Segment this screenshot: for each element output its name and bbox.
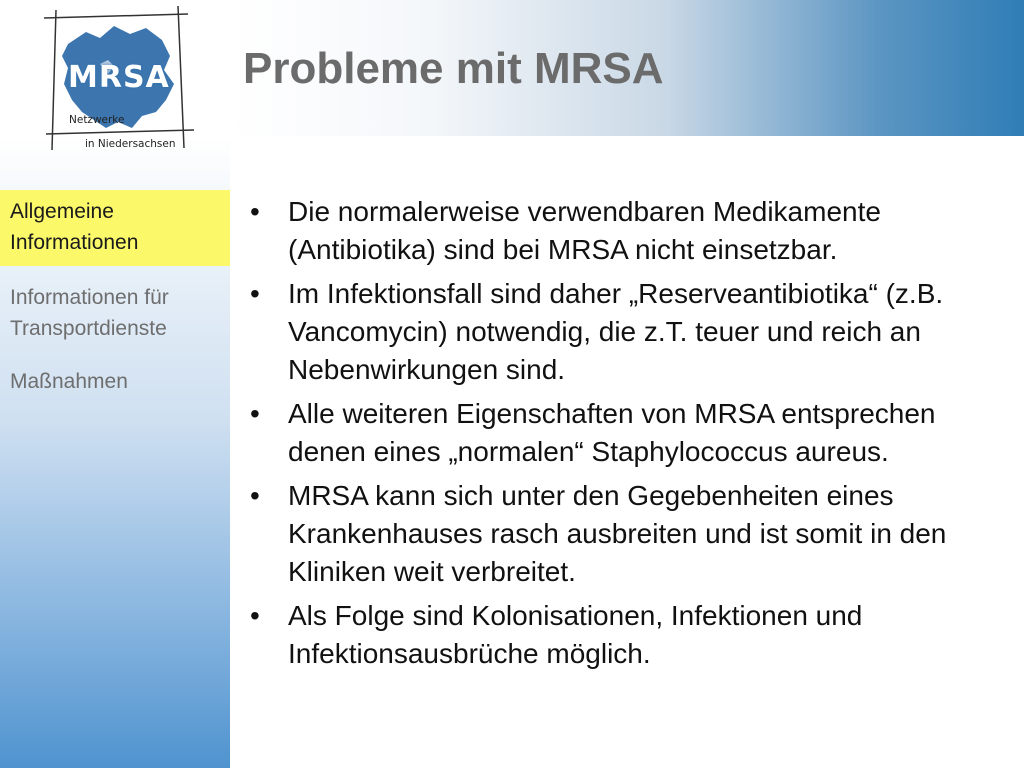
nav-item-label-line: Transportdienste <box>10 317 167 340</box>
logo-subtitle-line2: in Niedersachsen <box>85 138 176 150</box>
page-title: Probleme mit MRSA <box>243 44 664 93</box>
bullet-item: • MRSA kann sich unter den Gegebenheiten eines Krankenhauses rasch ausbreiten und ist somit in den Kliniken weit verbreitet. <box>250 477 1020 591</box>
bullet-item: • Als Folge sind Kolonisationen, Infektionen und Infektionsausbrüche möglich. <box>250 597 1020 673</box>
logo-text: MRSA <box>68 60 170 95</box>
nav-item-label-line: Informationen für <box>10 286 169 309</box>
bullet-list <box>250 193 1020 679</box>
bullet-item: • Die normalerweise verwendbaren Medikamente (Antibiotika) sind bei MRSA nicht einsetzbar. <box>250 193 1020 269</box>
nav-item-label-line: Informationen <box>10 231 139 254</box>
nav-item-label-line: Allgemeine <box>10 200 114 223</box>
bullet-item: • Alle weiteren Eigenschaften von MRSA entsprechen denen eines „normalen“ Staphylococcus aureus. <box>250 395 1020 471</box>
bullet-item: • Im Infektionsfall sind daher „Reserveantibiotika“ (z.B. Vancomycin) notwendig, die z.T. teuer und reich an Nebenwirkungen sind. <box>250 275 1020 389</box>
logo <box>38 4 200 154</box>
nav-item-label-line: Maßnahmen <box>10 370 128 393</box>
nav-item-allgemeine-informationen[interactable] <box>0 190 230 266</box>
logo-subtitle-line1: Netzwerke <box>69 114 125 126</box>
